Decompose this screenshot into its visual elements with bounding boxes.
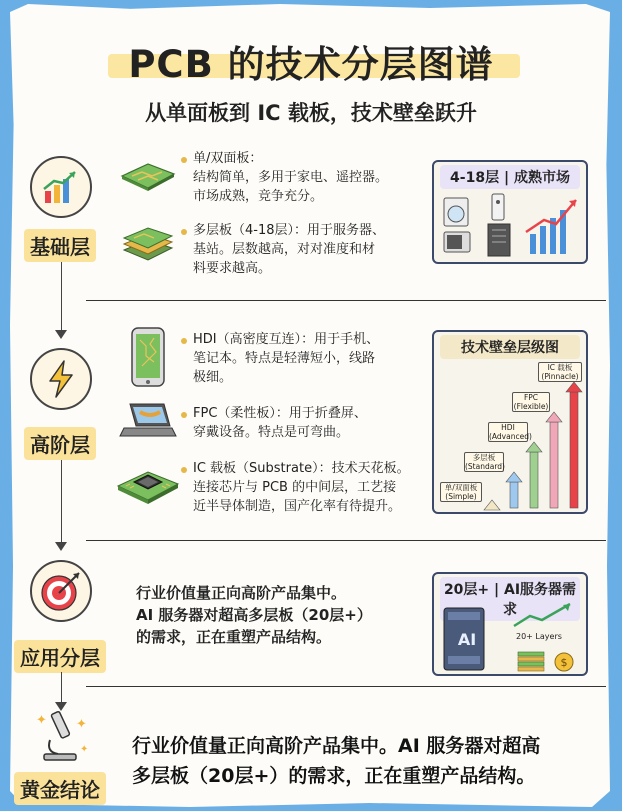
- bullet-dot: [181, 338, 187, 344]
- single-layer-board-icon: [118, 158, 176, 196]
- svg-text:✦: ✦: [36, 713, 47, 728]
- flow-arrow-line: [61, 262, 62, 332]
- microscope-icon: [30, 708, 92, 770]
- step-arrow-2: [510, 482, 518, 508]
- bullet-dot: [181, 467, 187, 473]
- section-label-application: 应用分层: [14, 640, 106, 673]
- tech-barrier-panel: [432, 330, 588, 514]
- step-arrow-head-5: [566, 382, 582, 392]
- step-arrow-head-4: [546, 412, 562, 422]
- section-divider: [86, 540, 606, 541]
- svg-text:$: $: [560, 656, 568, 669]
- flow-arrow-head: [55, 330, 67, 339]
- step-pinnacle: IC 载板 (Pinnacle): [538, 362, 582, 382]
- mature-market-panel: [432, 160, 588, 264]
- step-arrow-head-2: [506, 472, 522, 482]
- phone-board-icon: [130, 326, 166, 392]
- svg-text:✦: ✦: [76, 717, 87, 732]
- fpc-text: FPC（柔性板）：用于折叠屏、 穿戴设备。特点是可弯曲。: [193, 406, 367, 440]
- target-icon: [30, 560, 92, 622]
- appliances-illustration: [440, 190, 584, 262]
- svg-text:✦: ✦: [80, 744, 89, 755]
- flow-arrow-line: [61, 672, 62, 704]
- application-text: 行业价值量正向高阶产品集中。 AI 服务器对超高多层板（20层+） 的需求，正在重塑产品结构。: [136, 584, 372, 646]
- chip-substrate-icon: [116, 460, 180, 512]
- basic-item-1-text: 单/双面板： 结构简单，多用于家电、遥控器。 市场成熟，竞争充分。: [193, 151, 389, 204]
- section-label-advanced: 高阶层: [24, 427, 96, 460]
- step-arrow-5: [570, 392, 578, 508]
- step-arrow-3: [530, 452, 538, 508]
- section-divider: [86, 686, 606, 687]
- step-flexible: FPC (Flexible): [513, 393, 549, 411]
- bullet-dot: [181, 412, 187, 418]
- step-arrow-head-3: [526, 442, 542, 452]
- lightning-icon: [30, 348, 92, 410]
- step-arrow-4: [550, 422, 558, 508]
- bullet-dot: [181, 229, 187, 235]
- ai-server-panel: [432, 572, 588, 676]
- flow-arrow-line: [61, 460, 62, 544]
- multilayer-board-icon: [120, 224, 176, 268]
- server-label: AI: [457, 630, 477, 649]
- conclusion-text: 行业价值量正向高阶产品集中。AI 服务器对超高 多层板（20层+）的需求，正在重塑产品结构。: [132, 735, 541, 787]
- section-divider: [86, 300, 606, 301]
- layers-caption: 20+ Layers: [516, 632, 562, 641]
- panel-title: 20层+ | AI服务器需求: [440, 577, 580, 621]
- step-standard: 多层板 (Standard): [465, 453, 505, 471]
- growth-chart-icon: [30, 156, 92, 218]
- step-advanced: HDI (Advanced): [489, 423, 532, 441]
- flow-arrow-head: [55, 542, 67, 551]
- section-label-conclusion: 黄金结论: [14, 772, 106, 805]
- hdi-text: HDI（高密度互连）：用于手机、 笔记本。特点是轻薄短小，线路 极细。: [193, 332, 380, 385]
- step-arrow-head-1: [484, 500, 500, 510]
- page-subtitle: 从单面板到 IC 载板，技术壁垒跃升: [145, 101, 477, 125]
- ic-substrate-text: IC 载板（Substrate）：技术天花板。 连接芯片与 PCB 的中间层，工艺接 近半导体制造，国产化率有待提升。: [193, 461, 410, 514]
- basic-item-2-text: 多层板（4-18层）：用于服务器、 基站。层数越高，对对准度和材 料要求越高。: [193, 223, 386, 276]
- panel-title: 技术壁垒层级图: [440, 335, 580, 359]
- laptop-flex-icon: [118, 400, 178, 446]
- step-simple: 单/双面板 (Simple): [440, 482, 482, 502]
- bullet-dot: [181, 157, 187, 163]
- section-label-basic: 基础层: [24, 229, 96, 262]
- panel-title: 4-18层 | 成熟市场: [440, 165, 580, 189]
- page-title: PCB 的技术分层图谱: [128, 43, 494, 86]
